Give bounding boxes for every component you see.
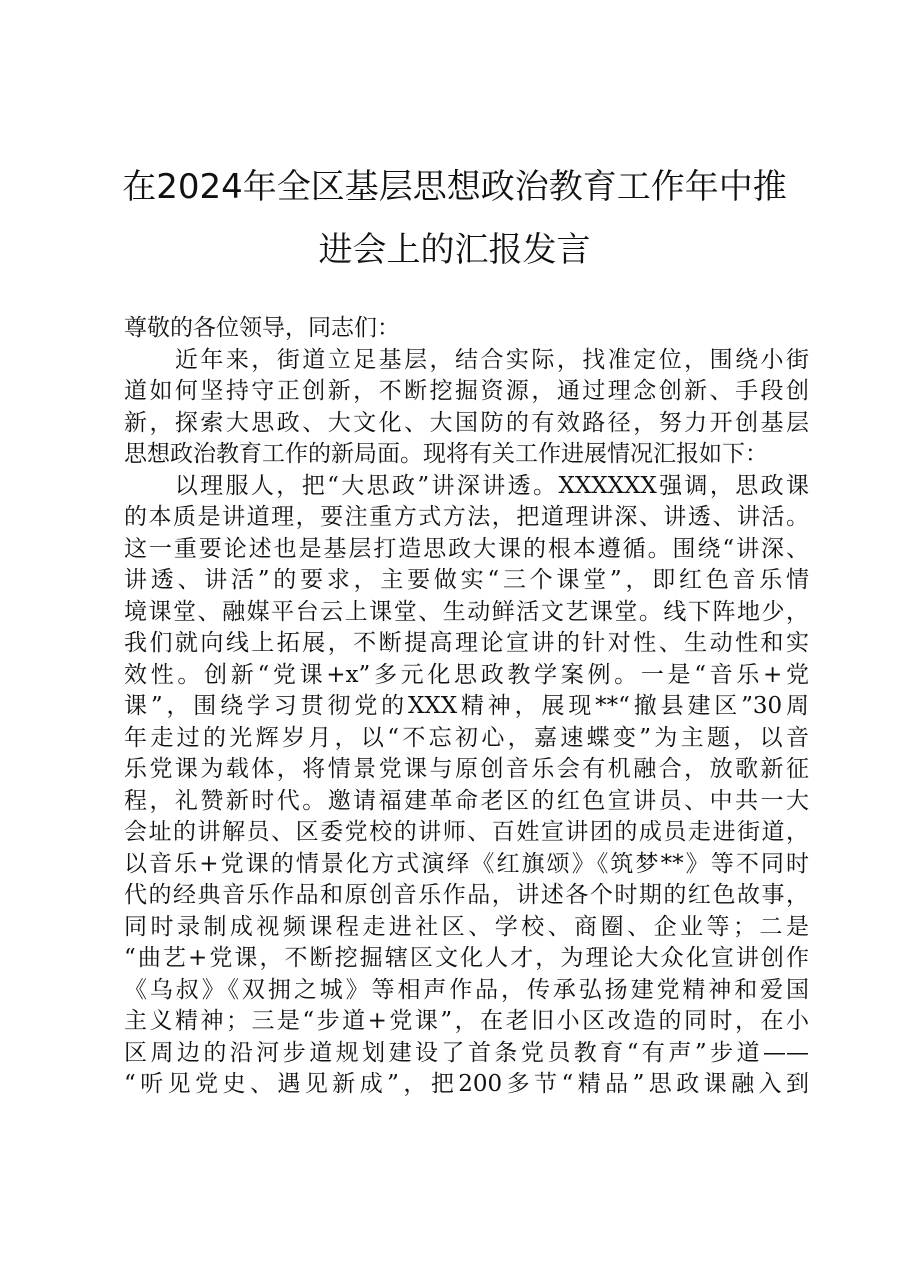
salutation-line: 尊敬的各位领导，同志们： [124, 315, 400, 341]
body-line: 同时录制成视频课程走进社区、学校、商圈、企业等；二是 [124, 913, 809, 940]
body-line: 代的经典音乐作品和原创音乐作品，讲述各个时期的红色故事， [124, 882, 809, 908]
body-line: 区周边的沿河步道规划建设了首条党员教育“有声”步道—— [124, 1039, 809, 1066]
body-line: 主义精神；三是“步道+党课”，在老旧小区改造的同时，在小 [124, 1008, 809, 1034]
body-line: 乐党课为载体，将情景党课与原创音乐会有机融合，放歌新征 [124, 756, 809, 782]
body-line: “曲艺+党课，不断挖掘辖区文化人才，为理论大众化宣讲创作 [124, 945, 809, 971]
body-line: 以理服人，把“大思政”讲深讲透。XXXXXX强调，思政课 [124, 472, 809, 499]
body-line: 效性。创新“党课+x”多元化思政教学案例。一是“音乐+党 [124, 661, 809, 688]
body-line: 境课堂、融媒平台云上课堂、生动鲜活文艺课堂。线下阵地少， [124, 598, 809, 625]
body-line: 道如何坚持守正创新，不断挖掘资源，通过理念创新、手段创 [124, 378, 809, 404]
body-line: 会址的讲解员、区委党校的讲师、百姓宣讲团的成员走进街道， [124, 819, 809, 845]
body-line: 新，探索大思政、大文化、大国防的有效路径，努力开创基层 [124, 409, 809, 436]
body-line: 的本质是讲道理，要注重方式方法，把道理讲深、讲透、讲活。 [124, 504, 809, 530]
body-line: 思想政治教育工作的新局面。现将有关工作进展情况汇报如下： [124, 441, 768, 467]
body-line: 《乌叔》《双拥之城》等相声作品，传承弘扬建党精神和爱国 [124, 976, 809, 1003]
document-body [124, 313, 809, 1101]
body-line: 程，礼赞新时代。邀请福建革命老区的红色宣讲员、中共一大 [124, 787, 809, 814]
body-line: “听见党史、遇见新成”，把200多节“精品”思政课融入到 [124, 1071, 809, 1097]
body-line: 以音乐+党课的情景化方式演绎《红旗颂》《筑梦**》等不同时 [124, 850, 809, 877]
body-line: 近年来，街道立足基层，结合实际，找准定位，围绕小街 [124, 346, 809, 373]
document-title-line-2: 进会上的汇报发言 [318, 230, 591, 270]
body-line: 我们就向线上拓展，不断提高理论宣讲的针对性、生动性和实 [124, 630, 809, 656]
body-line: 这一重要论述也是基层打造思政大课的根本遵循。围绕“讲深、 [124, 535, 809, 562]
document-title-line-1: 在2024年全区基层思想政治教育工作年中推 [122, 167, 787, 207]
body-line: 课”，围绕学习贯彻党的XXX精神，展现**“撤县建区”30周 [124, 693, 809, 719]
body-line: 年走过的光辉岁月，以“不忘初心，嘉速蝶变”为主题，以音 [124, 724, 809, 751]
body-line: 讲透、讲活”的要求，主要做实“三个课堂”，即红色音乐情 [124, 567, 809, 593]
